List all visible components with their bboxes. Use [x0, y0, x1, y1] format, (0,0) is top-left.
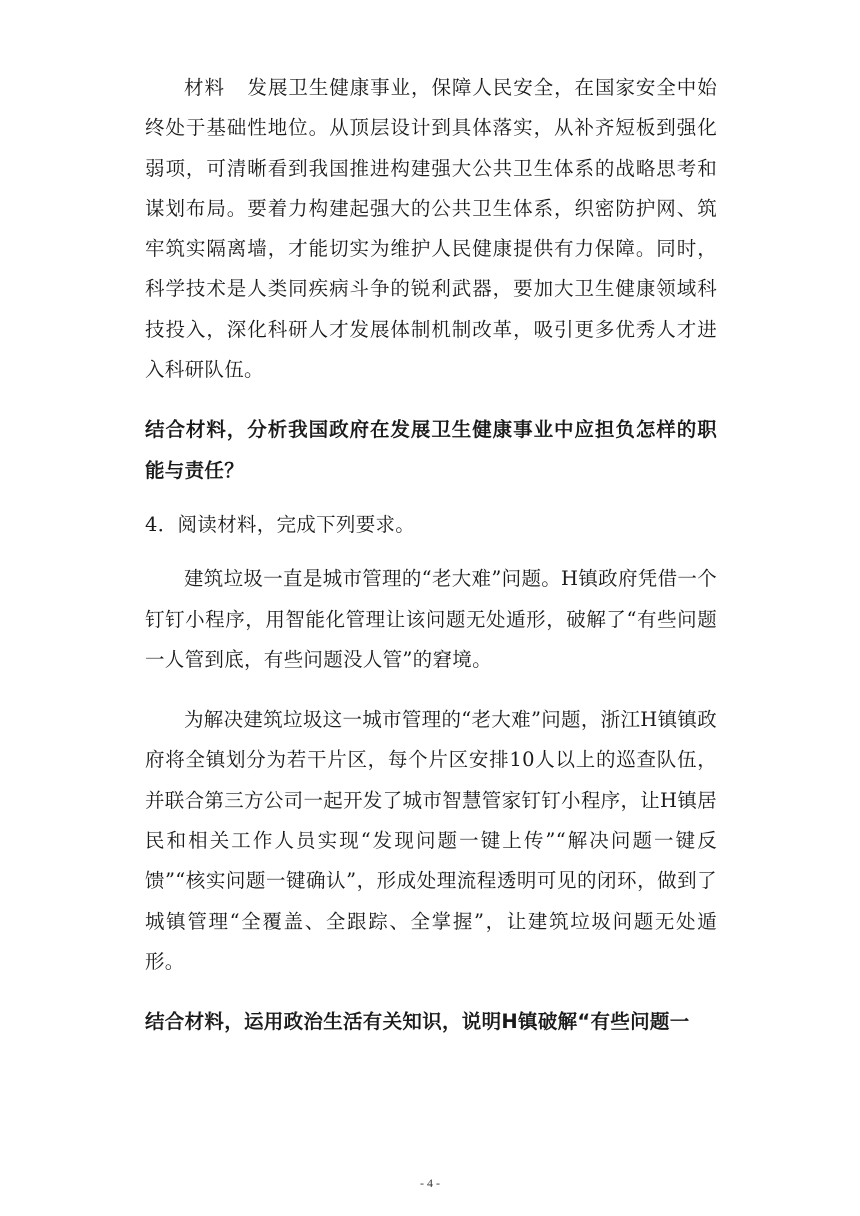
- material-paragraph: [145, 68, 717, 390]
- question-4-prompt: 结合材料，运用政治生活有关知识，说明H镇破解“有些问题一: [145, 1010, 690, 1034]
- question-4-heading: 4．阅读材料，完成下列要求。: [145, 512, 416, 536]
- material-text: 发展卫生健康事业，保障人民安全，在国家安全中始终处于基础性地位。从顶层设计到具体落实，从补齐短板到强化弱项，可清晰看到我国推进构建强大公共卫生体系的战略思考和谋划布局。要着力构建起强大的公共卫生体系，织密防护网、筑牢筑实隔离墙，才能切实为维护人民健康提供有力保障。同时，科学技术是人类同疾病斗争的锐利武器，要加大卫生健康领域科技投入，深化科研人才发展体制机制改革，吸引更多优秀人才进入科研队伍。: [145, 76, 717, 382]
- question-4-intro-paragraph: 建筑垃圾一直是城市管理的“老大难”问题。H镇政府凭借一个钉钉小程序，用智能化管理让该问题无处遁形，破解了“有些问题一人管到底，有些问题没人管”的窘境。: [145, 567, 717, 671]
- question-4-material-paragraph: 为解决建筑垃圾这一城市管理的“老大难”问题，浙江H镇镇政府将全镇划分为若干片区，每个片区安排10人以上的巡查队伍，并联合第三方公司一起开发了城市智慧管家钉钉小程序，让H镇居民和相关工作人员实现“发现问题一键上传”“解决问题一键反馈”“核实问题一键确认”，形成处理流程透明可见的闭环，做到了城镇管理“全覆盖、全跟踪、全掌握”，让建筑垃圾问题无处遁形。: [145, 708, 717, 973]
- material-label: 材料: [184, 76, 225, 99]
- page-number: - 4 -: [420, 1176, 440, 1190]
- question-3-prompt: 结合材料，分析我国政府在发展卫生健康事业中应担负怎样的职能与责任？: [145, 418, 717, 482]
- document-body: [145, 68, 717, 1043]
